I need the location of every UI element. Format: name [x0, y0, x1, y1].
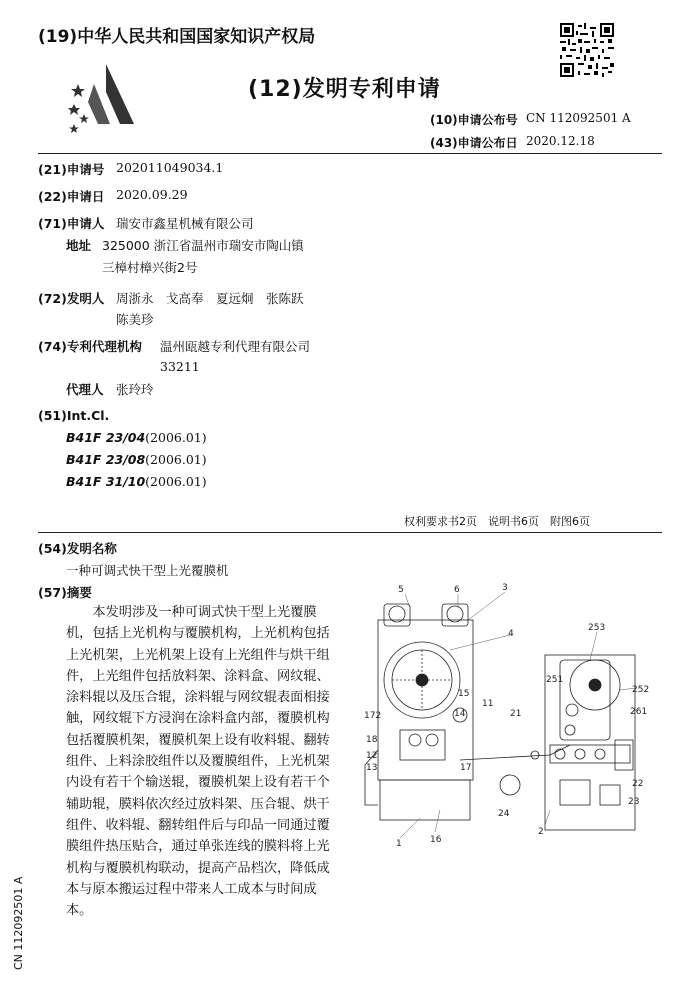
fig-label-23: 23	[628, 797, 640, 807]
address-line1: 325000 浙江省温州市瑞安市陶山镇	[102, 238, 304, 253]
applicant-label: (71)申请人	[38, 216, 105, 231]
fig-label-1: 1	[396, 839, 402, 849]
agency: 温州瓯越专利代理有限公司	[160, 339, 311, 354]
fig-label-6: 6	[454, 585, 460, 595]
fig-label-22: 22	[632, 779, 644, 789]
qr-code	[560, 23, 614, 77]
fig-label-17: 17	[460, 763, 472, 773]
pub-date-label: (43)申请公布日	[430, 136, 518, 150]
app-no: 202011049034.1	[116, 160, 224, 175]
fig-label-21: 21	[510, 709, 522, 719]
fig-label-16: 16	[430, 835, 442, 845]
fig-label-14: 14	[454, 709, 466, 719]
invention-title: 一种可调式快干型上光覆膜机	[66, 563, 229, 578]
agency-code: 33211	[160, 359, 200, 374]
header-divider	[38, 153, 662, 154]
address-line2: 三樟村樟兴街2号	[102, 260, 198, 275]
roller-24	[500, 775, 520, 795]
fig-label-252: 252	[632, 685, 650, 695]
agent: 张玲玲	[116, 382, 154, 397]
app-date: 2020.09.29	[116, 187, 188, 202]
fig-label-172: 172	[364, 711, 382, 721]
address-label: 地址	[66, 238, 92, 253]
agency-label: (74)专利代理机构	[38, 339, 142, 354]
app-date-label: (22)申请日	[38, 189, 105, 204]
pub-number-label: (10)申请公布号	[430, 113, 518, 127]
fig-label-4: 4	[508, 629, 514, 639]
fig-label-15: 15	[458, 689, 470, 699]
intcl-item: B41F 23/04(2006.01)	[66, 430, 207, 445]
applicant: 瑞安市鑫星机械有限公司	[116, 216, 254, 231]
fig-label-11: 11	[482, 699, 494, 709]
abstract-drawing	[360, 580, 660, 850]
pub-date: 2020.12.18	[526, 134, 595, 148]
abstract-label: (57)摘要	[38, 585, 92, 600]
document-type: (12)发明专利申请	[248, 77, 441, 102]
fig-label-12: 12	[366, 751, 378, 761]
intcl-item: B41F 23/08(2006.01)	[66, 452, 207, 467]
inventor-label: (72)发明人	[38, 291, 105, 306]
inventor-line2: 陈美珍	[116, 312, 154, 327]
agent-label: 代理人	[66, 382, 104, 397]
fig-label-253: 253	[588, 623, 606, 633]
fig-label-13: 13	[366, 763, 378, 773]
fig-label-3: 3	[502, 583, 508, 593]
fig-label-261: 261	[630, 707, 648, 717]
abstract-text: 本发明涉及一种可调式快干型上光覆膜机，包括上光机构与覆膜机构，上光机构包括上光机架，上光机架上设有上光组件与烘干组件，上光组件包括放料架、涂料盒、网纹辊、涂料辊以及压合辊，涂料辊与网纹辊表面相接触，网纹辊下方浸润在涂料盒内部，覆膜机构包括覆膜机架，覆膜机架上设有收料辊、翻转组件、上料涂胶组件以及覆膜组件，上光机架内设有若干个输送辊，覆膜机架上设有若干个辅助辊，膜料依次经过放料架、压合辊、烘干组件、收料辊、翻转组件后与印品一同通过覆膜组件热压贴合，通过单张连线的膜料将上光机构与覆膜机构联动，提高产品档次，降低成本与原本搬运过程中带来人工成本与时间成本。	[66, 605, 330, 919]
intcl-item: B41F 31/10(2006.01)	[66, 474, 207, 489]
app-no-label: (21)申请号	[38, 162, 105, 177]
cnipa-logo	[64, 54, 154, 134]
inventor-line1: 周浙永 戈高奉 夏远炯 张陈跃	[116, 291, 304, 306]
pub-number: CN 112092501 A	[526, 111, 631, 125]
office-name: (19)中华人民共和国国家知识产权局	[38, 27, 316, 47]
pages-info: 权利要求书2页 说明书6页 附图6页	[404, 515, 590, 528]
fig-label-251: 251	[546, 675, 564, 685]
intcl-label: (51)Int.Cl.	[38, 408, 110, 423]
fig-label-24: 24	[498, 809, 510, 819]
fig-label-5: 5	[398, 585, 404, 595]
side-publication-number: CN 112092501 A	[12, 876, 25, 970]
base-frame	[380, 780, 470, 820]
fig-label-2: 2	[538, 827, 544, 837]
title-label: (54)发明名称	[38, 541, 117, 556]
fig-label-18: 18	[366, 735, 378, 745]
section-divider	[38, 532, 662, 533]
coating-frame	[378, 620, 473, 780]
